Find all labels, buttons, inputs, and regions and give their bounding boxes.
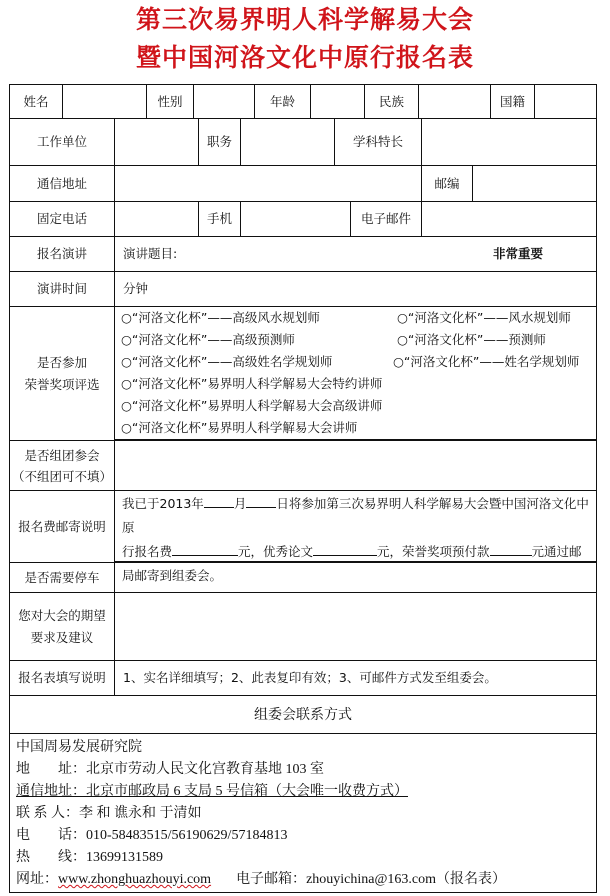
- fee-day-blank[interactable]: [246, 493, 276, 508]
- award-option-special-lecturer[interactable]: ○“河洛文化杯”易界明人科学解易大会特约讲师: [121, 376, 383, 391]
- contact-hotline-label: 热 线：: [16, 850, 86, 865]
- gender-field[interactable]: [193, 84, 255, 119]
- form-title-line1: 第三次易界明人科学解易大会: [135, 5, 474, 34]
- fee-text: 日将参加第三次易界明人科学解易大会暨中国河洛文化中原: [122, 496, 589, 535]
- contact-persons: 李 和 谯永和 于清如: [79, 806, 202, 821]
- registration-fee-blank[interactable]: [172, 541, 238, 556]
- contact-email-label: 电子邮箱：: [236, 872, 307, 887]
- gender-label: 性别: [146, 84, 194, 119]
- ethnicity-field[interactable]: [418, 84, 491, 119]
- suggestions-label-line1: 您对大会的期望: [18, 607, 106, 623]
- award-option-naming[interactable]: ○“河洛文化杯”——姓名学规划师: [393, 354, 580, 369]
- address-label: 通信地址: [9, 165, 115, 202]
- parking-field[interactable]: [114, 562, 597, 593]
- suggestions-label: [9, 592, 115, 661]
- important-note: 非常重要: [493, 246, 544, 261]
- age-field[interactable]: [310, 84, 365, 119]
- specialty-label: 学科特长: [334, 118, 422, 166]
- group-label-line2: （不组团可不填）: [11, 468, 112, 484]
- contact-address: 北京市劳动人民文化宫教育基地 103 室: [86, 762, 324, 777]
- nationality-label: 国籍: [490, 84, 535, 119]
- paper-fee-blank[interactable]: [313, 541, 377, 556]
- position-field[interactable]: [240, 118, 335, 166]
- mobile-field[interactable]: [240, 201, 351, 237]
- fee-text: 行报名费: [122, 544, 173, 559]
- award-option-senior-predictor[interactable]: ○“河洛文化杯”——高级预测师: [121, 332, 295, 347]
- nationality-field[interactable]: [534, 84, 597, 119]
- contact-address-line: [16, 760, 324, 780]
- suggestions-field[interactable]: [114, 592, 597, 661]
- speech-time-label: 演讲时间: [9, 271, 115, 307]
- group-label-line1: 是否组团参会: [24, 447, 100, 463]
- awards-label-line2: 荣誉奖项评选: [24, 376, 100, 392]
- award-option-senior-fengshui[interactable]: ○“河洛文化杯”——高级风水规划师: [121, 310, 320, 325]
- contact-website-link[interactable]: www.zhonghuazhouyi.com: [58, 872, 212, 887]
- fee-label: 报名费邮寄说明: [9, 490, 115, 563]
- name-label: 姓名: [9, 84, 63, 119]
- group-field[interactable]: [114, 440, 597, 491]
- fee-text: 元，优秀论文: [238, 544, 314, 559]
- age-label: 年龄: [254, 84, 311, 119]
- contact-hotline-line: [16, 848, 163, 868]
- name-field[interactable]: [62, 84, 147, 119]
- fee-text: 元，荣誉奖项预付款: [377, 544, 490, 559]
- email-label: 电子邮件: [350, 201, 422, 237]
- parking-label: 是否需要停车: [9, 562, 115, 593]
- award-prepay-blank[interactable]: [490, 541, 532, 556]
- address-field[interactable]: [114, 165, 422, 202]
- contact-org: 中国周易发展研究院: [16, 740, 142, 755]
- ethnicity-label: 民族: [364, 84, 419, 119]
- speech-time-field[interactable]: [114, 271, 597, 307]
- contact-email-link[interactable]: zhouyichina@163.com（报名表）: [306, 872, 506, 887]
- contact-header: 组委会联系方式: [9, 695, 597, 734]
- form-title-line2: 暨中国河洛文化中原行报名表: [135, 43, 474, 72]
- phone-field[interactable]: [114, 201, 199, 237]
- contact-person-label: 联 系 人：: [16, 806, 79, 821]
- speech-topic-label: 演讲题目:: [123, 246, 178, 261]
- contact-block: [9, 733, 597, 893]
- awards-options: [114, 306, 597, 440]
- award-option-senior-naming[interactable]: ○“河洛文化杯”——高级姓名学规划师: [121, 354, 333, 369]
- contact-person-line: [16, 804, 202, 824]
- instructions-text: 1、实名详细填写；2、此表复印有效；3、可邮件方式发至组委会。: [114, 660, 597, 696]
- instructions-label: 报名表填写说明: [9, 660, 115, 696]
- contact-web-label: 网址：: [16, 872, 58, 887]
- contact-tel-label: 电 话：: [16, 828, 86, 843]
- postcode-label: 邮编: [421, 165, 473, 202]
- fee-text: 元通过邮: [531, 544, 582, 559]
- fee-text: 月: [233, 496, 247, 511]
- specialty-field[interactable]: [421, 118, 597, 166]
- contact-address-label: 地 址：: [16, 762, 86, 777]
- award-option-predictor[interactable]: ○“河洛文化杯”——预测师: [397, 332, 546, 347]
- suggestions-label-line2: 要求及建议: [30, 629, 94, 645]
- contact-mail-line: [16, 782, 408, 802]
- contact-hotline: 13699131589: [86, 850, 163, 865]
- email-field[interactable]: [421, 201, 597, 237]
- postcode-field[interactable]: [472, 165, 597, 202]
- fee-statement: [114, 490, 597, 583]
- contact-mail: 北京市邮政局 6 支局 5 号信箱（大会唯一收费方式）: [86, 784, 408, 799]
- contact-tel: 010-58483515/56190629/57184813: [86, 828, 288, 843]
- employer-label: 工作单位: [9, 118, 115, 166]
- group-label: [9, 440, 115, 491]
- speech-label: 报名演讲: [9, 236, 115, 272]
- contact-mail-label: 通信地址：: [16, 784, 86, 799]
- awards-label: [9, 306, 115, 441]
- speech-time-unit: 分钟: [123, 281, 149, 296]
- phone-label: 固定电话: [9, 201, 115, 237]
- mobile-label: 手机: [198, 201, 241, 237]
- fee-text: 局邮寄到组委会。: [122, 568, 223, 583]
- award-option-senior-lecturer[interactable]: ○“河洛文化杯”易界明人科学解易大会高级讲师: [121, 398, 383, 413]
- awards-label-line1: 是否参加: [36, 354, 87, 370]
- fee-month-blank[interactable]: [204, 493, 234, 508]
- fee-text: 我已于2013年: [122, 496, 204, 511]
- employer-field[interactable]: [114, 118, 199, 166]
- position-label: 职务: [198, 118, 241, 166]
- award-option-lecturer[interactable]: ○“河洛文化杯”易界明人科学解易大会讲师: [121, 420, 358, 435]
- award-option-fengshui[interactable]: ○“河洛文化杯”——风水规划师: [397, 310, 571, 325]
- contact-web-line: [16, 870, 506, 890]
- speech-topic-field[interactable]: [114, 236, 597, 272]
- contact-tel-line: [16, 826, 287, 846]
